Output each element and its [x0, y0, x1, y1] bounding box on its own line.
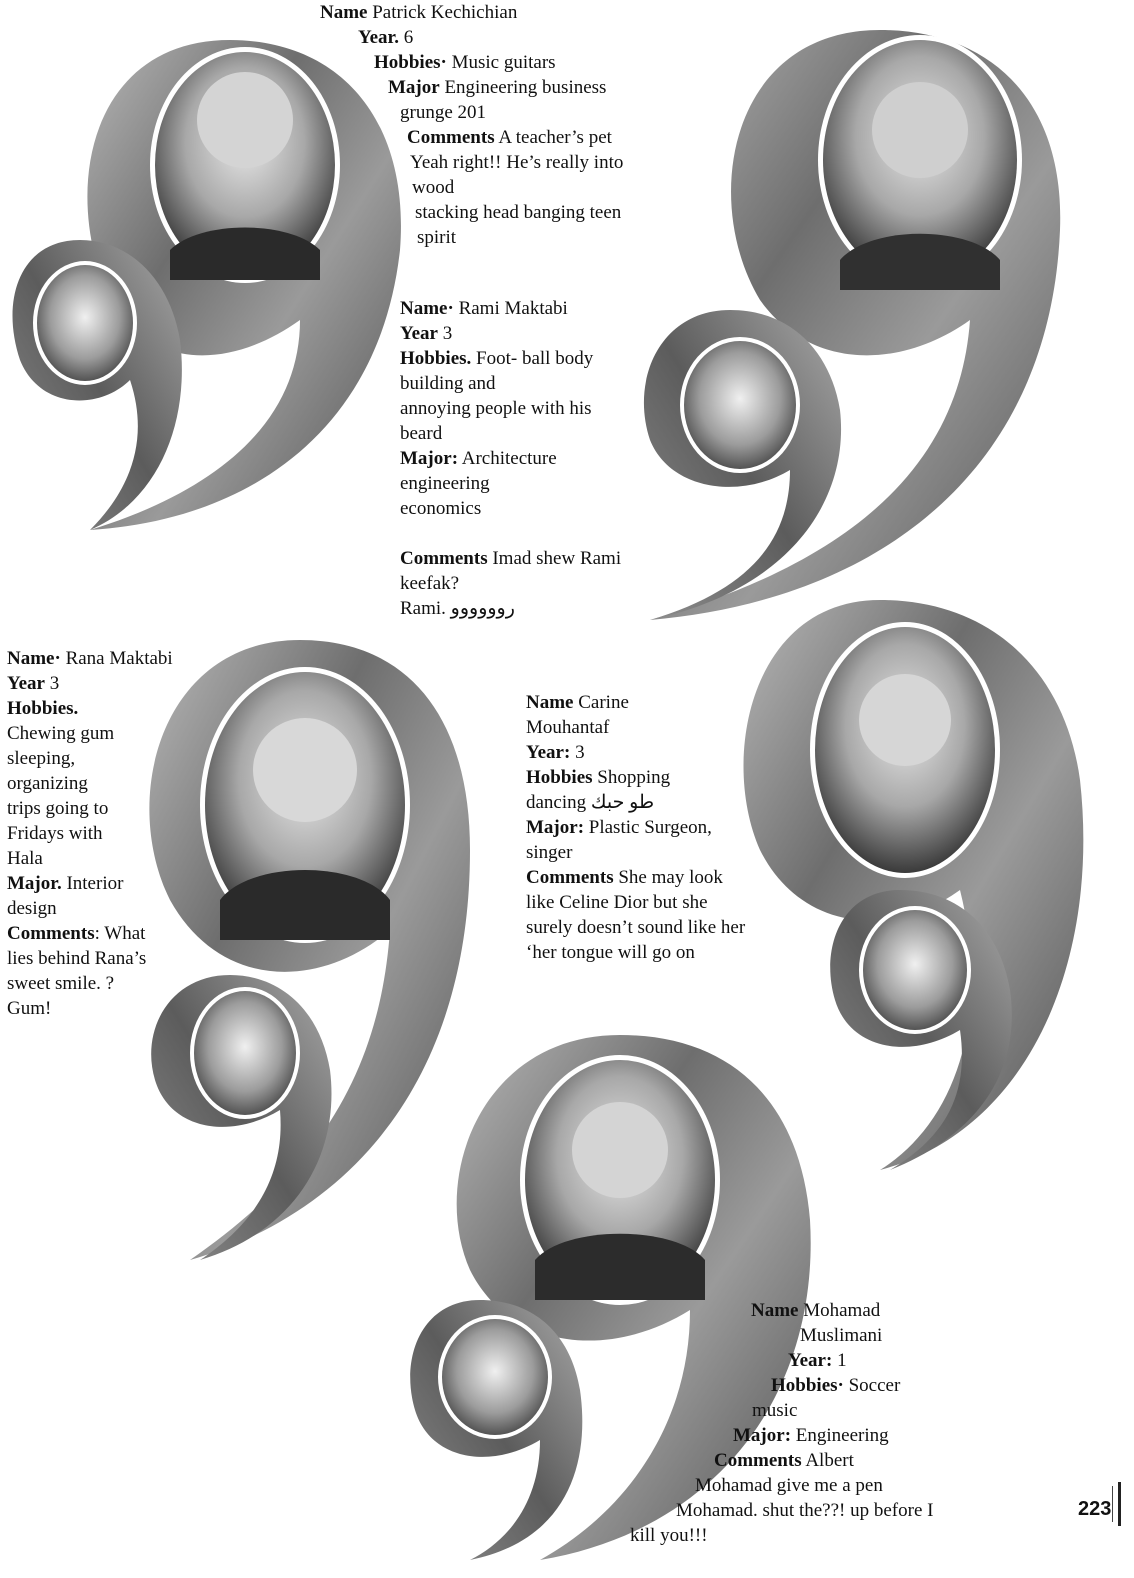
profile-line: like Celine Dior but she — [526, 892, 708, 913]
profile-line: stacking head banging teen — [415, 202, 622, 223]
comma-shape-patrick-baby — [13, 240, 182, 530]
profile-line: Year. 6 — [358, 27, 414, 48]
profile-line: design — [7, 898, 57, 919]
comma-shape-mohamad-baby — [410, 1300, 582, 1560]
profile-patrick — [320, 0, 623, 250]
profile-line: Major: Engineering — [733, 1425, 889, 1446]
page-number-rule — [1118, 1482, 1121, 1526]
profile-line: Year 3 — [7, 673, 60, 694]
profile-line: Rami. روووووو — [400, 598, 515, 619]
profile-rami — [400, 296, 621, 621]
profile-line: Major: Plastic Surgeon, — [526, 817, 712, 838]
profile-line: Major. Interior — [7, 873, 124, 894]
profile-line: Mohamad. shut the??! up before I — [676, 1500, 934, 1521]
profile-line: Year: 1 — [788, 1350, 847, 1371]
page-number-rule — [1112, 1486, 1113, 1522]
photo-patrick-baby — [37, 265, 133, 381]
profile-line: sweet smile. ? — [7, 973, 115, 994]
profile-line: singer — [526, 842, 573, 863]
profile-line: Fridays with — [7, 823, 103, 844]
profile-line: grunge 201 — [400, 102, 487, 123]
profile-line: kill you!!! — [630, 1525, 708, 1546]
profile-line: wood — [412, 177, 455, 198]
profile-line: Major: Architecture — [400, 448, 557, 469]
profile-line: Name· Rana Maktabi — [7, 648, 173, 669]
profile-line: Comments A teacher’s pet — [407, 127, 612, 148]
profile-line: Year 3 — [400, 323, 453, 344]
profile-line: building and — [400, 373, 496, 394]
profile-line: music — [752, 1400, 798, 1421]
photo-mohamad-baby — [442, 1319, 548, 1435]
profile-line: dancing طو حبك — [526, 792, 655, 813]
profile-line: engineering — [400, 473, 490, 494]
profile-line: Muslimani — [800, 1325, 883, 1346]
profile-line: Chewing gum — [7, 723, 115, 744]
profile-carine — [526, 690, 745, 965]
profile-line: Gum! — [7, 998, 52, 1019]
profile-line: sleeping, — [7, 748, 76, 769]
photo-carine-baby — [863, 910, 967, 1030]
profile-line: lies behind Rana’s — [7, 948, 147, 969]
profile-line: Major Engineering business — [388, 77, 607, 98]
profile-line: spirit — [417, 227, 457, 248]
profile-rana — [7, 646, 173, 1021]
profile-line: Comments: What — [7, 923, 146, 944]
profile-line: beard — [400, 423, 443, 444]
profile-line: Hala — [7, 848, 43, 869]
profile-line: Year: 3 — [526, 742, 585, 763]
page-number: 223 — [1078, 1498, 1112, 1520]
comma-shape-rana-baby — [151, 975, 331, 1260]
profile-line: Hobbies Shopping — [526, 767, 671, 788]
profile-line: Comments She may look — [526, 867, 723, 888]
profile-line: Mohamad give me a pen — [695, 1475, 883, 1496]
profile-line: keefak? — [400, 573, 460, 594]
profile-line: Yeah right!! He’s really into — [410, 152, 624, 173]
comma-shape-carine-baby — [830, 890, 1012, 1170]
profile-line: Name Carine — [526, 692, 629, 713]
profile-mohamad — [630, 1298, 933, 1548]
profile-line: surely doesn’t sound like her — [526, 917, 746, 938]
profile-line: economics — [400, 498, 482, 519]
profile-line: Comments Imad shew Rami — [400, 548, 622, 569]
profile-line: Hobbies. — [7, 698, 79, 719]
profile-line: trips going to — [7, 798, 109, 819]
profile-line — [400, 521, 621, 546]
profile-line: Name Mohamad — [751, 1300, 881, 1321]
profile-line: Comments Albert — [714, 1450, 854, 1471]
profile-line: Hobbies· Soccer — [771, 1375, 901, 1396]
photo-rana-baby — [194, 991, 296, 1115]
profile-line: Hobbies· Music guitars — [374, 52, 556, 73]
profile-line: Name Patrick Kechichian — [320, 2, 518, 23]
profile-line: Hobbies. Foot- ball body — [400, 348, 594, 369]
photo-rami-baby — [684, 341, 796, 469]
profile-line: Name· Rami Maktabi — [400, 298, 568, 319]
profile-line: organizing — [7, 773, 88, 794]
profile-line: Mouhantaf — [526, 717, 610, 738]
profile-line: ‘her tongue will go on — [526, 942, 695, 963]
nine-shape-carine — [743, 600, 1083, 1170]
profile-line: annoying people with his — [400, 398, 592, 419]
